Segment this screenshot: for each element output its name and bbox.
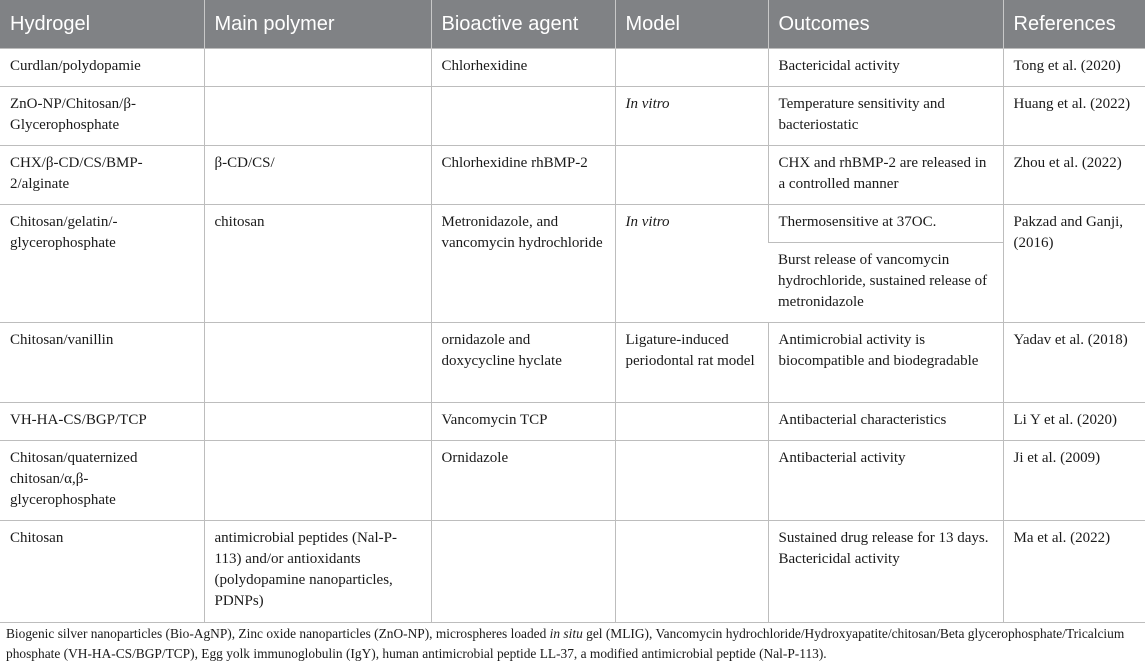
table-row: [0, 403, 1145, 441]
cell-main-polymer: β-CD/CS/: [204, 146, 431, 205]
cell-bioactive-agent: Chlorhexidine rhBMP-2: [431, 146, 615, 205]
cell-main-polymer: [204, 87, 431, 146]
cell-bioactive-agent: Metronidazole, and vancomycin hydrochloride: [431, 205, 615, 323]
cell-main-polymer: [204, 403, 431, 441]
cell-outcome: Antibacterial activity: [768, 441, 1003, 521]
cell-main-polymer: antimicrobial peptides (Nal-P-113) and/or antioxidants (polydopamine nanoparticles, PDNPs): [204, 521, 431, 623]
table-footnote: [6, 624, 1140, 664]
cell-main-polymer: [204, 323, 431, 403]
cell-hydrogel: Chitosan/vanillin: [0, 323, 204, 403]
cell-reference: Huang et al. (2022): [1003, 87, 1145, 146]
cell-outcome: Antimicrobial activity is biocompatible and biodegradable: [768, 323, 1003, 403]
cell-outcome: Thermosensitive at 37OC.: [768, 205, 1003, 243]
table-row: [0, 146, 1145, 205]
header-bioactive-agent: Bioactive agent: [431, 0, 615, 49]
table-row: [0, 49, 1145, 87]
cell-reference: Li Y et al. (2020): [1003, 403, 1145, 441]
cell-main-polymer: [204, 49, 431, 87]
header-main-polymer: Main polymer: [204, 0, 431, 49]
cell-model: [615, 49, 768, 87]
cell-hydrogel: Chitosan/gelatin/-glycerophosphate: [0, 205, 204, 323]
cell-reference: Zhou et al. (2022): [1003, 146, 1145, 205]
cell-hydrogel: Curdlan/polydopamie: [0, 49, 204, 87]
cell-model: In vitro: [615, 205, 768, 323]
cell-model: [615, 146, 768, 205]
cell-outcome: Bactericidal activity: [768, 49, 1003, 87]
cell-bioactive-agent: Vancomycin TCP: [431, 403, 615, 441]
cell-model: [615, 521, 768, 623]
header-outcomes: Outcomes: [768, 0, 1003, 49]
footnote-text-1: Biogenic silver nanoparticles (Bio-AgNP), Zinc oxide nanoparticles (ZnO-NP), microspheres loaded: [6, 626, 550, 641]
cell-outcome-secondary: Burst release of vancomycin hydrochloride, sustained release of metronidazole: [768, 243, 1003, 323]
cell-outcome: Antibacterial characteristics: [768, 403, 1003, 441]
cell-hydrogel: Chitosan/quaternized chitosan/α,β-glycerophosphate: [0, 441, 204, 521]
header-references: References: [1003, 0, 1145, 49]
cell-bioactive-agent: Ornidazole: [431, 441, 615, 521]
cell-reference: Pakzad and Ganji, (2016): [1003, 205, 1145, 323]
cell-reference: Ma et al. (2022): [1003, 521, 1145, 623]
table-row: [0, 521, 1145, 623]
cell-bioactive-agent: [431, 521, 615, 623]
cell-main-polymer: [204, 441, 431, 521]
table-row: [0, 323, 1145, 403]
cell-outcome: Sustained drug release for 13 days. Bactericidal activity: [768, 521, 1003, 623]
cell-reference: Ji et al. (2009): [1003, 441, 1145, 521]
cell-main-polymer: chitosan: [204, 205, 431, 323]
cell-hydrogel: CHX/β-CD/CS/BMP-2/alginate: [0, 146, 204, 205]
table-row: [0, 87, 1145, 146]
cell-outcome: Temperature sensitivity and bacteriostatic: [768, 87, 1003, 146]
cell-outcome: CHX and rhBMP-2 are released in a controlled manner: [768, 146, 1003, 205]
cell-hydrogel: Chitosan: [0, 521, 204, 623]
header-hydrogel: Hydrogel: [0, 0, 204, 49]
cell-reference: Yadav et al. (2018): [1003, 323, 1145, 403]
table-row: [0, 441, 1145, 521]
cell-hydrogel: ZnO-NP/Chitosan/β-Glycerophosphate: [0, 87, 204, 146]
header-row: [0, 0, 1145, 49]
cell-reference: Tong et al. (2020): [1003, 49, 1145, 87]
table-row: [0, 205, 1145, 243]
cell-model: In vitro: [615, 87, 768, 146]
header-model: Model: [615, 0, 768, 49]
footnote-italic-term: in situ: [549, 626, 583, 641]
cell-model: [615, 403, 768, 441]
cell-bioactive-agent: [431, 87, 615, 146]
cell-hydrogel: VH-HA-CS/BGP/TCP: [0, 403, 204, 441]
cell-model: [615, 441, 768, 521]
footnote-text-2: gel (MLIG), Vancomycin hydrochloride/Hydroxyapatite/chitosan/Beta glycerophosphate/Tricalcium phosphate (VH-HA-CS/BGP/TCP), Egg yolk immunoglobulin (IgY), human antimicrobial peptide LL-37, a modified antimicrobial peptide (Nal-P-113).: [6, 626, 1125, 661]
cell-bioactive-agent: ornidazole and doxycycline hyclate: [431, 323, 615, 403]
cell-bioactive-agent: Chlorhexidine: [431, 49, 615, 87]
cell-model: Ligature-induced periodontal rat model: [615, 323, 768, 403]
